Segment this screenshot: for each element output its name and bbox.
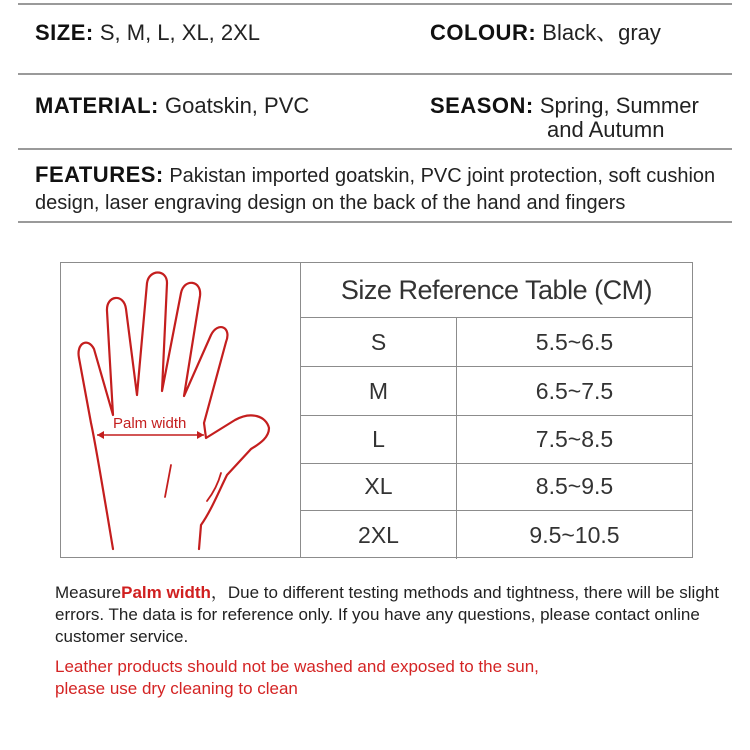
size-spec [35,21,260,45]
note-prefix: Measure [55,583,122,602]
material-label: MATERIAL: [35,93,159,118]
table-row [301,367,692,416]
material-value: Goatskin, PVC [164,93,310,118]
divider [18,73,732,75]
table-row [301,415,692,464]
note-text: ，Due to different testing methods and tightness, there will be slight errors. The data is for reference only. If you have any questions, please contact online customer service. [55,583,719,646]
features-value: Pakistan imported goatskin, PVC joint protection, soft cushion design, laser engraving design on the back of the hand and fingers [35,165,716,214]
size-cell: XL [301,462,457,510]
table-row [301,511,692,559]
care-warning [55,656,735,700]
colour-spec [430,21,661,45]
size-cell: S [301,318,457,366]
table-row [301,462,692,511]
size-value: S, M, L, XL, 2XL [99,20,261,45]
measurement-note [55,582,735,648]
warning-line2: please use dry cleaning to clean [55,679,298,698]
size-reference-box [60,262,693,558]
season-value-line2: and Autumn [547,117,665,142]
divider [18,221,732,223]
season-spec [430,94,699,142]
range-cell: 5.5~6.5 [535,328,614,355]
season-value-line1: Spring, Summer [539,93,699,118]
range-cell: 9.5~10.5 [529,521,620,548]
range-cell: 6.5~7.5 [535,377,614,404]
size-table-title: Size Reference Table (CM) [301,263,692,318]
note-highlight: Palm width [121,583,211,602]
range-cell: 7.5~8.5 [535,425,614,452]
warning-line1: Leather products should not be washed and exposed to the sun, [55,657,539,676]
colour-value: Black、gray [542,20,661,45]
size-cell: M [301,367,457,415]
features-label: FEATURES: [35,162,164,187]
material-spec [35,94,309,118]
season-label: SEASON: [430,93,534,118]
palm-width-label: Palm width [113,415,187,432]
hand-diagram [61,263,301,557]
divider [18,148,732,150]
size-cell: L [301,415,457,463]
range-cell: 8.5~9.5 [535,472,614,499]
hand-outline-icon [61,263,300,557]
size-label: SIZE: [35,20,94,45]
features-spec [35,161,735,217]
size-cell: 2XL [301,511,457,559]
table-row [301,318,692,367]
top-divider [18,3,732,5]
colour-label: COLOUR: [430,20,537,45]
